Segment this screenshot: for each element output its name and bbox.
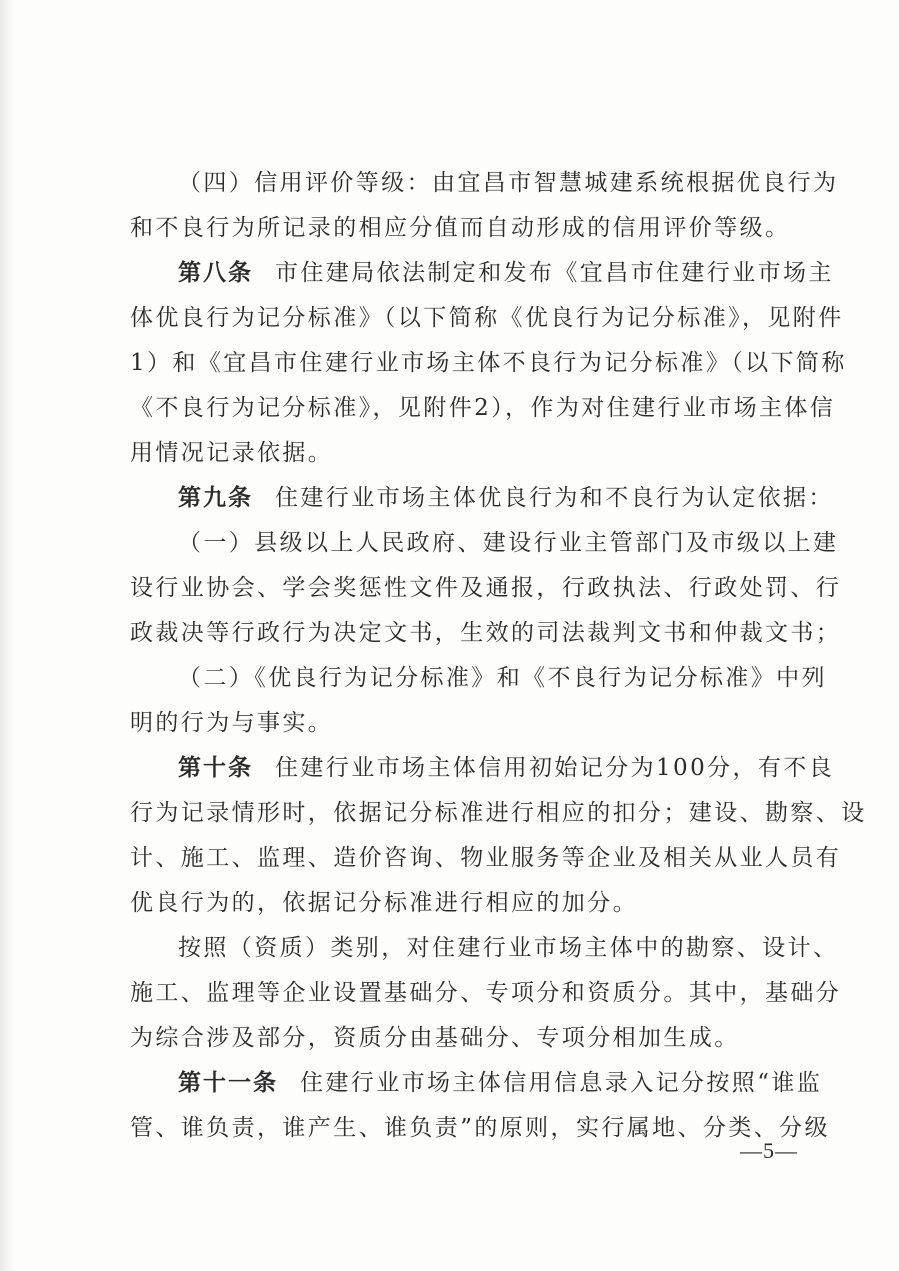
text-line: 住建行业市场主体信用信息录入记分按照“谁监 [300,1070,823,1096]
text-line: 明的行为与事实。 [130,710,334,736]
text-line: 用情况记录依据。 [130,440,334,466]
page-number: —5— [740,1138,798,1163]
article-10-heading: 第十条 [178,755,253,781]
text-line: 行为记录情形时，依据记分标准进行相应的扣分；建设、勘察、设 [130,800,867,826]
article-8-heading: 第八条 [178,260,253,286]
article-11-line [178,1068,848,1098]
scan-edge [0,0,14,1271]
text-line: （四）信用评价等级：由宜昌市智慧城建系统根据优良行为 [178,170,839,196]
text-line: 为综合涉及部分，资质分由基础分、专项分相加生成。 [130,1025,740,1051]
text-line: 按照（资质）类别，对住建行业市场主体中的勘察、设计、 [178,935,839,961]
text-line: 管、谁负责，谁产生、谁负责”的原则，实行属地、分类、分级 [130,1115,830,1141]
text-line: 住建行业市场主体优良行为和不良行为认定依据： [275,485,834,511]
text-line: 设行业协会、学会奖惩性文件及通报，行政执法、行政处罚、行 [130,575,842,601]
text-line: （一）县级以上人民政府、建设行业主管部门及市级以上建 [178,530,839,556]
article-8-line [178,258,848,288]
article-9-line [178,483,848,513]
text-line: 和不良行为所记录的相应分值而自动形成的信用评价等级。 [130,215,791,241]
article-11-heading: 第十一条 [178,1070,278,1096]
article-10-line [178,753,848,783]
text-line: 优良行为的，依据记分标准进行相应的加分。 [130,890,638,916]
text-line: 《不良行为记分标准》，见附件2），作为对住建行业市场主体信 [130,395,836,421]
text-line: （二）《优良行为记分标准》和《不良行为记分标准》中列 [178,665,827,691]
text-line: 住建行业市场主体信用初始记分为100分，有不良 [275,755,835,781]
text-line: 政裁决等行政行为决定文书，生效的司法裁判文书和仲裁文书； [130,620,842,646]
article-9-heading: 第九条 [178,485,253,511]
text-line: 计、施工、监理、造价咨询、物业服务等企业及相关从业人员有 [130,845,842,871]
text-line: 市住建局依法制定和发布《宜昌市住建行业市场主 [275,260,834,286]
text-line: 1）和《宜昌市住建行业市场主体不良行为记分标准》（以下简称 [130,350,847,376]
text-line: 施工、监理等企业设置基础分、专项分和资质分。其中，基础分 [130,980,842,1006]
text-line: 体优良行为记分标准》（以下简称《优良行为记分标准》，见附件 [130,305,844,331]
